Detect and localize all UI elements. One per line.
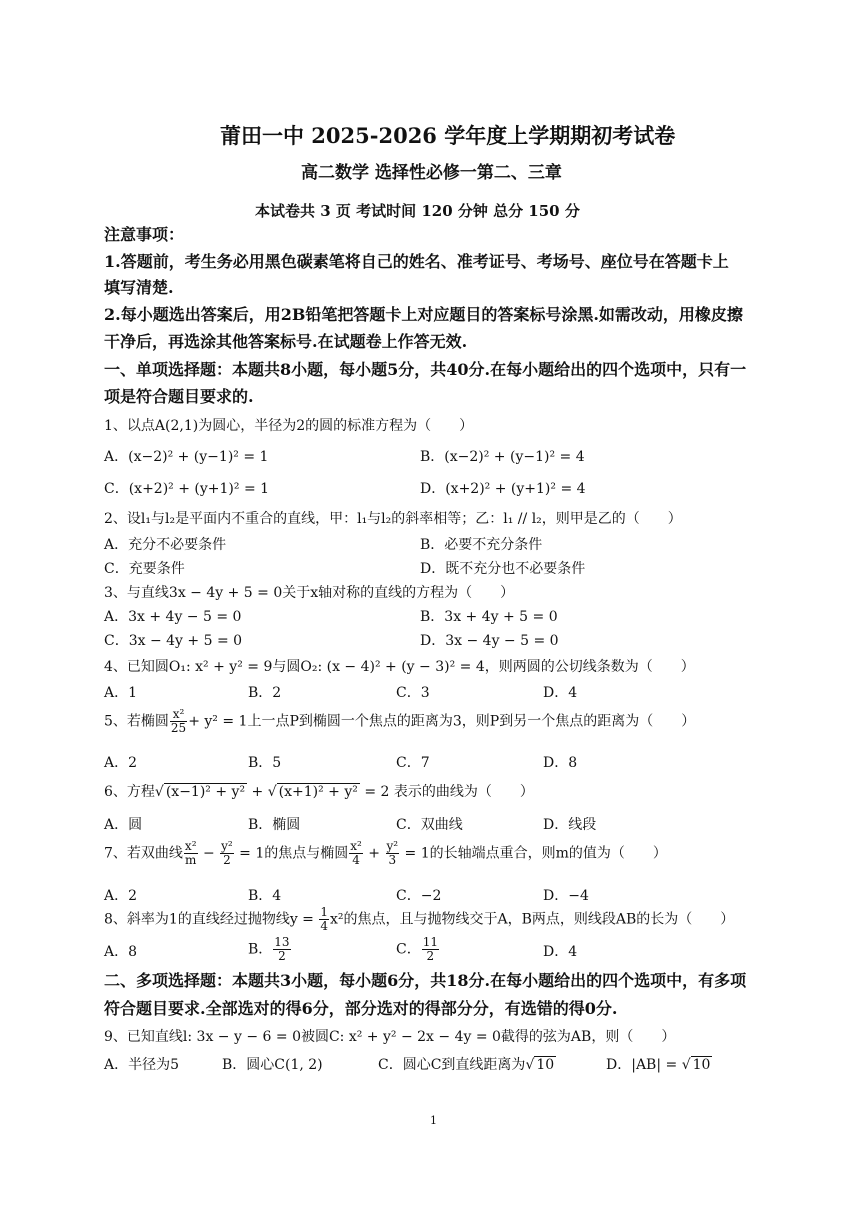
q4-option-b: B．2 — [248, 685, 282, 701]
note-2-line1: 2.每小题选出答案后，用2B铅笔把答题卡上对应题目的答案标号涂黑.如需改动，用橡皮擦 — [104, 305, 743, 324]
q8-option-a: A．8 — [104, 944, 138, 960]
q7-option-a: A．2 — [104, 888, 138, 904]
exam-subtitle: 高二数学 选择性必修一第二、三章 — [301, 163, 562, 183]
q6-option-d: D．线段 — [543, 817, 597, 833]
q8-option-b: B． $\frac{13}{2}$ — [248, 935, 290, 963]
q2-option-c: C．充要条件 — [104, 561, 185, 577]
q9-option-d: D．|AB| = √ 10 — [606, 1057, 711, 1073]
q5-option-b: B．5 — [248, 755, 282, 771]
q7-stem: 7、若双曲线 $\frac{\text{x²}}{m}$ − $\frac{\text{y²}}{2}$ = 1的焦点与椭圆 $\frac{\text{x²}}{4}$ + $\frac{\text{y²}}{3}$ = 1的长轴端点重合，则m的值为（ ） — [104, 839, 667, 867]
note-1-line2: 填写清楚. — [104, 278, 174, 297]
exam-title: 莆田一中 2025-2026 学年度上学期期初考试卷 — [220, 123, 676, 148]
q7-option-c: C．−2 — [396, 888, 442, 904]
note-1-line1: 1.答题前，考生务必用黑色碳素笔将自己的姓名、准考证号、考场号、座位号在答题卡上 — [104, 252, 729, 271]
page-number: 1 — [430, 1114, 437, 1127]
q5-stem: 5、若椭圆 $\frac{\text{x²}}{25}$ + y² = 1上一点P到椭圆一个焦点的距离为3，则P到另一个焦点的距离为（ ） — [104, 707, 696, 735]
q4-option-d: D．4 — [543, 685, 578, 701]
q9-stem: 9、已知直线l: 3x − y − 6 = 0被圆C: x² + y² − 2x − 4y = 0截得的弦为AB，则（ ） — [104, 1029, 676, 1045]
q3-stem: 3、与直线3x − 4y + 5 = 0关于x轴对称的直线的方程为（ ） — [104, 585, 515, 601]
q7-option-d: D．−4 — [543, 888, 589, 904]
exam-info: 本试卷共 3 页 考试时间 120 分钟 总分 150 分 — [255, 202, 580, 220]
q3-option-a: A．3x + 4y − 5 = 0 — [104, 609, 242, 625]
q9-option-c: C．圆心C到直线距离为√ 10 — [378, 1057, 555, 1073]
q9-option-a: A．半径为5 — [104, 1057, 180, 1073]
q2-option-d: D．既不充分也不必要条件 — [420, 561, 586, 577]
section2-line2: 符合题目要求.全部选对的得6分，部分选对的得部分分，有选错的得0分. — [104, 999, 618, 1018]
q7-option-b: B．4 — [248, 888, 282, 904]
q2-option-b: B．必要不充分条件 — [420, 537, 543, 553]
q1-option-a: A．(x−2)² + (y−1)² = 1 — [104, 449, 269, 465]
section1-line2: 项是符合题目要求的. — [104, 387, 254, 406]
q1-stem: 1、以点A(2,1)为圆心，半径为2的圆的标准方程为（ ） — [104, 418, 474, 434]
q6-option-b: B．椭圆 — [248, 817, 301, 833]
q5-fraction: $\frac{\text{x²}}{25}$ — [170, 707, 187, 735]
q5-option-d: D．8 — [543, 755, 578, 771]
q9-option-b: B．圆心C(1, 2) — [222, 1057, 323, 1073]
note-2-line2: 干净后，再选涂其他答案标号.在试题卷上作答无效. — [104, 332, 468, 351]
q6-stem: 6、方程√ (x−1)² + y² + √ (x+1)² + y² = 2 表示的曲线为（ ） — [104, 784, 534, 800]
q5-option-a: A．2 — [104, 755, 138, 771]
q4-option-c: C．3 — [396, 685, 430, 701]
q2-stem: 2、设l₁与l₂是平面内不重合的直线，甲：l₁与l₂的斜率相等；乙：l₁ // l₂，则甲是乙的（ ） — [104, 511, 682, 527]
q6-option-c: C．双曲线 — [396, 817, 463, 833]
q8-option-d: D．4 — [543, 944, 578, 960]
notes-heading: 注意事项： — [104, 225, 185, 244]
q3-option-c: C．3x − 4y + 5 = 0 — [104, 633, 243, 649]
q1-option-d: D．(x+2)² + (y+1)² = 4 — [420, 481, 586, 497]
q4-option-a: A．1 — [104, 685, 138, 701]
q8-option-c: C． $\frac{11}{2}$ — [396, 935, 438, 963]
q1-option-c: C．(x+2)² + (y+1)² = 1 — [104, 481, 270, 497]
q6-option-a: A．圆 — [104, 817, 143, 833]
section1-line1: 一、单项选择题：本题共8小题，每小题5分，共40分.在每小题给出的四个选项中，只有一 — [104, 360, 747, 379]
q1-option-b: B．(x−2)² + (y−1)² = 4 — [420, 449, 585, 465]
q3-option-b: B．3x + 4y + 5 = 0 — [420, 609, 558, 625]
q4-stem: 4、已知圆O₁: x² + y² = 9与圆O₂: (x − 4)² + (y − 3)² = 4，则两圆的公切线条数为（ ） — [104, 659, 695, 675]
q3-option-d: D．3x − 4y − 5 = 0 — [420, 633, 559, 649]
q5-option-c: C．7 — [396, 755, 430, 771]
q8-stem: 8、斜率为1的直线经过抛物线y = $\frac{1}{4}$ x²的焦点，且与抛物线交于A，B两点，则线段AB的长为（ ） — [104, 905, 735, 933]
section2-line1: 二、多项选择题：本题共3小题，每小题6分，共18分.在每小题给出的四个选项中，有多项 — [104, 971, 747, 990]
q2-option-a: A．充分不必要条件 — [104, 537, 227, 553]
